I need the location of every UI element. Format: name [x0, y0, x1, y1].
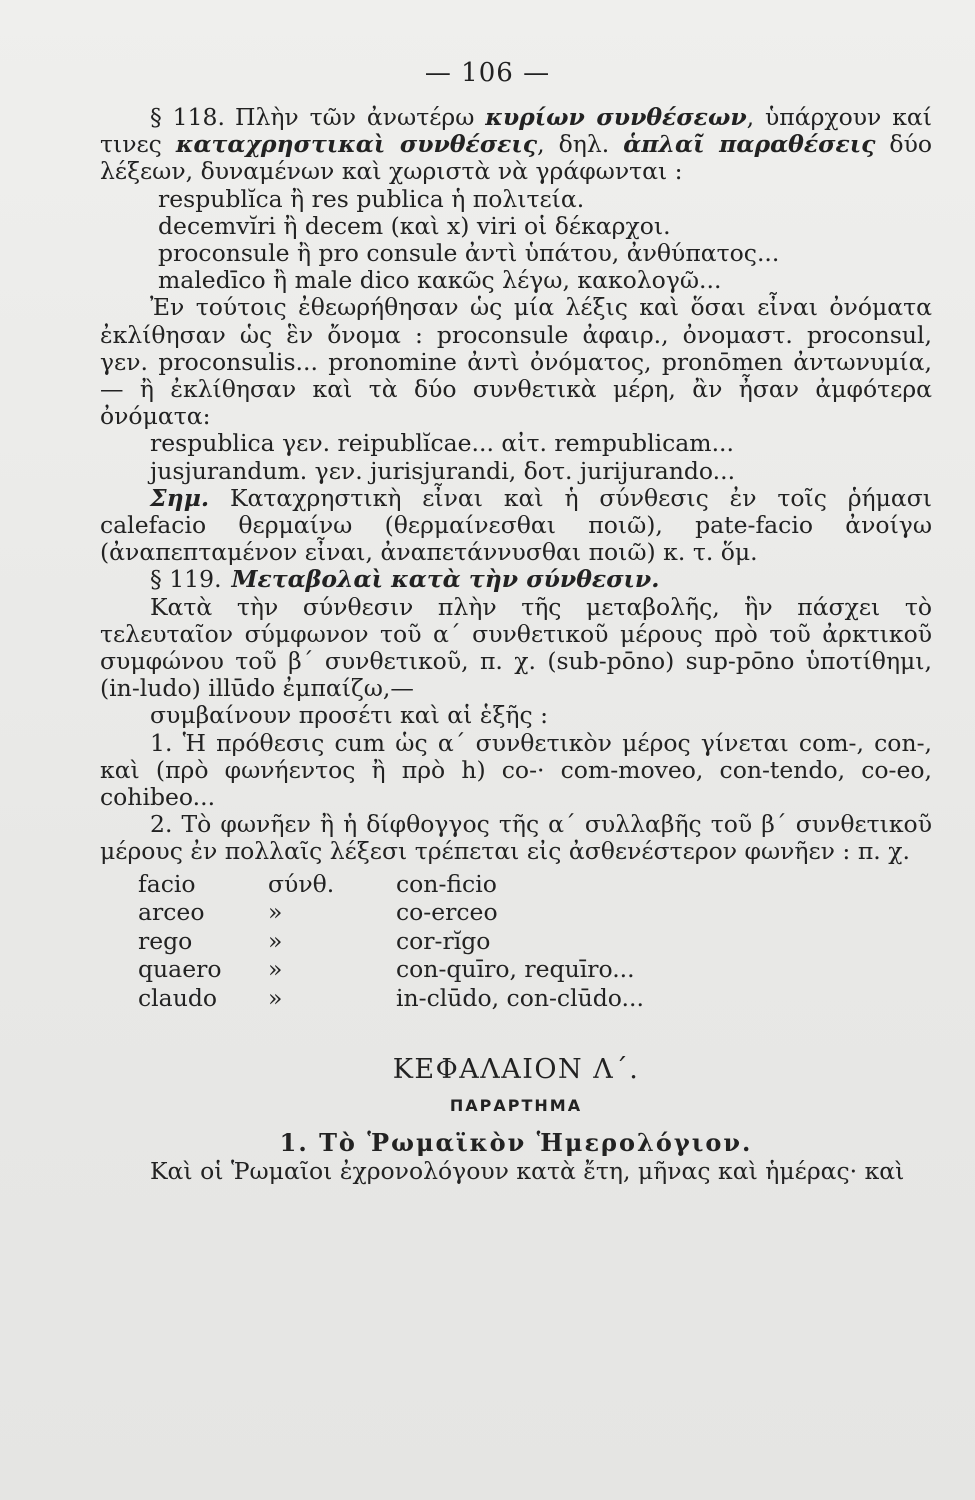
appendix-heading: ΠΑΡΑΡΤΗΜΑ: [449, 1096, 583, 1116]
example-line: proconsule ἢ pro consule ἀντὶ ὑπάτου, ἀνθύπατος...: [158, 239, 780, 268]
declension-paragraph: Ἐν τούτοις ἐθεωρήθησαν ὡς μία λέξις καὶ ὅσαι εἶναι ὀνόματα ἐκλίθησαν ὡς ἓν ὄνομα : proconsule ἀφαιρ., ὀνομαστ. proconsul, γεν. proconsulis... pronomine ἀντὶ ὀνόματος, pronōmen ἀντωνυμία,— ἢ ἐκλίθησαν καὶ τὰ δύο συνθετικὰ μέρη, ἂν ἦσαν ἀμφότερα ὀνόματα:: [100, 293, 932, 431]
verb-mark: »: [268, 926, 283, 955]
text-run: δύο λέξεων, δυναμένων καὶ χωριστὰ νὰ γράφωνται :: [100, 130, 932, 186]
body-paragraph: Καὶ οἱ Ῥωμαῖοι ἐχρονολόγουν κατὰ ἔτη, μῆνας καὶ ἡμέρας· καὶ: [150, 1157, 905, 1186]
example-line: maledīco ἢ male dico κακῶς λέγω, κακολογῶ...: [158, 266, 722, 295]
section-119-heading: [100, 566, 932, 593]
body-paragraph: συμβαίνουν προσέτι καὶ αἱ ἑξῆς :: [150, 701, 549, 730]
verb-mark: »: [268, 898, 283, 927]
example-line: decemvĭri ἢ decem (καὶ x) viri οἱ δέκαρχοι.: [158, 211, 671, 240]
section-number: § 119.: [150, 565, 222, 594]
verb-mark: »: [268, 955, 283, 984]
text-run: Πλὴν τῶν ἀνωτέρω: [234, 103, 486, 131]
verb-compound: co-erceo: [396, 898, 498, 927]
section-118-paragraph: [100, 104, 932, 186]
page-number: — 106 —: [424, 58, 551, 88]
verb-simple: quaero: [138, 955, 222, 984]
table-row: [138, 955, 644, 984]
verb-compound: cor-rĭgo: [396, 926, 491, 955]
text-run: , ὑπάρχουν καί τινες: [100, 103, 932, 159]
emphasis: ἁπλαῖ παραθέσεις: [623, 130, 876, 159]
verb-compound: in-clūdo, con-clūdo...: [396, 983, 644, 1012]
calendar-heading: 1. Τὸ Ῥωμαϊκὸν Ἡμερολόγιον.: [279, 1128, 753, 1158]
verb-simple: facio: [138, 869, 196, 898]
verb-simple: arceo: [138, 898, 205, 927]
table-row: [138, 984, 644, 1013]
verb-compound: con-quīro, requīro...: [396, 955, 635, 984]
table-row: [138, 898, 644, 927]
verb-simple: claudo: [138, 983, 218, 1012]
section-title: Μεταβολαὶ κατὰ τὴν σύνθεσιν.: [231, 565, 660, 594]
section-number: § 118.: [150, 103, 225, 131]
verb-mark: »: [268, 983, 283, 1012]
emphasis: κυρίων συνθέσεων: [485, 103, 747, 131]
numbered-item: 1. Ἡ πρόθεσις cum ὡς α΄ συνθετικὸν μέρος γίνεται com-, con-, καὶ (πρὸ φωνήεντος ἢ πρὸ h) co-· com-moveo, con-tendo, co-eo, cohibeo...: [100, 728, 932, 812]
note-paragraph: [100, 485, 932, 567]
verb-mark: σύνθ.: [268, 869, 335, 898]
verb-compound: con-ficio: [396, 869, 497, 898]
declension-example: jusjurandum. γεν. jurisjurandi, δοτ. jurijurando...: [150, 456, 736, 485]
table-row: [138, 927, 644, 956]
verb-table: [138, 870, 644, 1013]
page-body: [100, 104, 932, 1185]
numbered-item: 2. Τὸ φωνῆεν ἢ ἡ δίφθογγος τῆς α΄ συλλαβῆς τοῦ β΄ συνθετικοῦ μέρους ἐν πολλαῖς λέξεσι τρέπεται εἰς ἀσθενέστερον φωνῆεν : π. χ.: [100, 810, 932, 866]
text-run: , δηλ.: [537, 130, 624, 159]
body-paragraph: Κατὰ τὴν σύνθεσιν πλὴν τῆς μεταβολῆς, ἣν πάσχει τὸ τελευταῖον σύμφωνον τοῦ α΄ συνθετικοῦ μέρους πρὸ τοῦ ἀρκτικοῦ συμφώνου τοῦ β΄ συνθετικοῦ, π. χ. (sub-pōno) sup-pōno ὑποτίθημι, (in-ludo) illūdo ἐμπαίζω,—: [100, 592, 932, 703]
note-label: Σημ.: [150, 483, 210, 512]
emphasis: καταχρηστικαὶ συνθέσεις: [175, 130, 538, 159]
table-row: [138, 870, 644, 899]
verb-simple: rego: [138, 926, 193, 955]
note-text: Καταχρηστικὴ εἶναι καὶ ἡ σύνθεσις ἐν τοῖς ῥήμασι calefacio θερμαίνω (θερμαίνεσθαι ποιῶ), pate-facio ἀνοίγω (ἀναπεπταμένον εἶναι, ἀναπετάννυσθαι ποιῶ) κ. τ. ὅμ.: [100, 483, 932, 567]
example-line: respublĭca ἢ res publica ἡ πολιτεία.: [158, 184, 585, 213]
declension-example: respublica γεν. reipublĭcae... αἰτ. rempublicam...: [150, 429, 734, 458]
chapter-heading: ΚΕΦΑΛΑΙΟΝ Λ΄.: [392, 1054, 640, 1086]
